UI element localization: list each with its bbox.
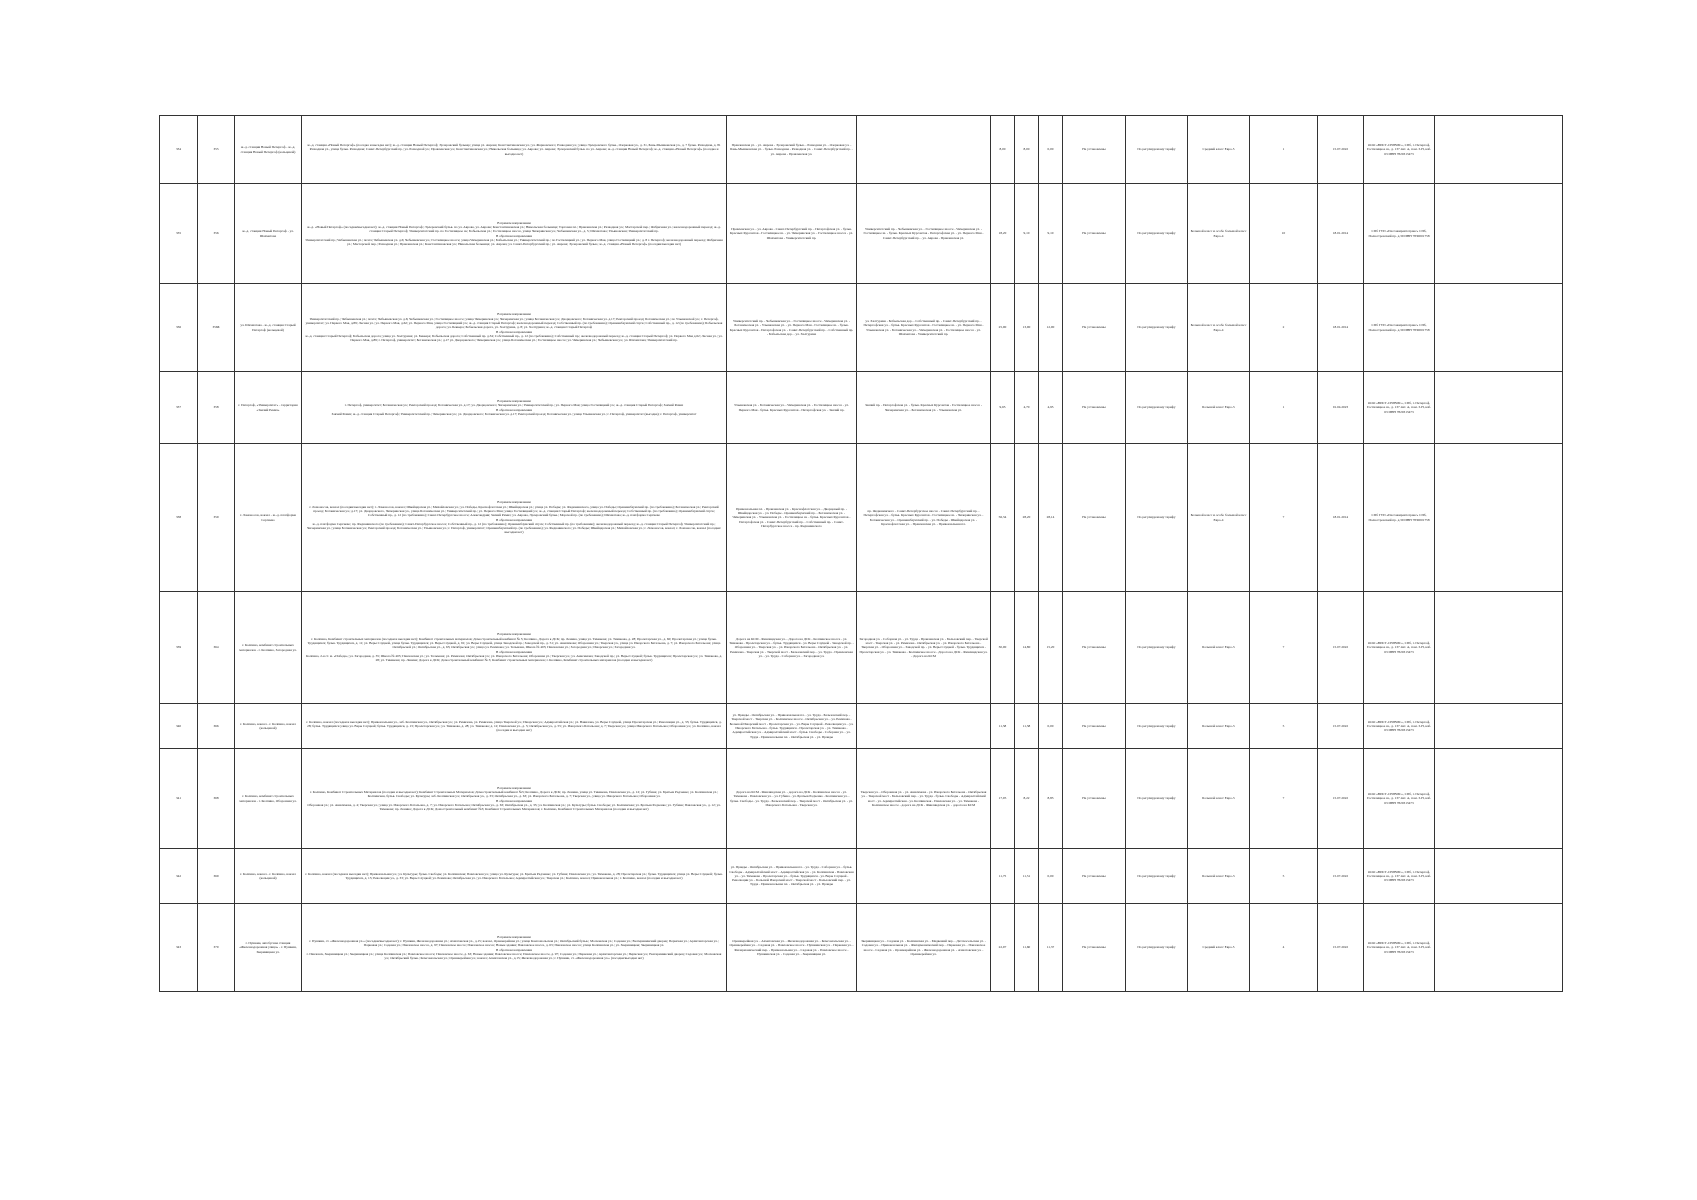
path-line: ж.-д. станция «Новый Петергоф» (посадка и высадка нет); ж.-д. станция Новый Петергоф; Эрлеровский бульвар; улица ул. Аврова; Константиновская ул.; ул. Жарновского; Разводная ул.; улица Эрлеровского бульв., Озерковая ул., д. 31, Бань-Мышковская ул., д. 7 бульв. Разводная, д. 81 Разводная ул., улица бульв. Разводная; Санкт-Петербургский пр.; ул. Разводной ул.; Правленская ул.; Константиновская ул.; Никольская больница; ул. Аврова; ул. Аврова; Эрлеровский бульв. по ул. Аврова; ж.-д. станция Новый Петергоф; ж.-д. станция «Новый Петергоф» (посадка и высадка нет) <box>307 143 721 156</box>
stop-procedure: Не установлены <box>1063 704 1126 749</box>
route-name: г. Ломоносов, вокзал - ж.-д. платформа Сергиево <box>235 444 302 592</box>
vehicle-class: Большой класс Евро-5 <box>1188 372 1250 444</box>
route-name: ж.-д. станция Новый Петергоф - ул. Шахматова <box>235 184 302 284</box>
start-date: 18.01.2014 <box>1318 444 1364 592</box>
streets-forward: ул. Правды - Октябрьская ул. - Привокзальная пл. - ул. Труда - Соборная ул. - бульв. Свободы - Адмиралтейский мост - Адмиралтейская ул. - ул. Колпинская - Павловская ул. - ул. Тимакова - Пролетарская ул. - бульв. Трудящихся - ул. Веры Слуцкой - Революции ул. - Большой Ижорский мост - Тверской мост - Бальзовский пер. - ул. Труда - Привокзальная пл. - Октябрьская ул. - ул. Правды <box>727 849 857 904</box>
length-total: 30,00 <box>991 592 1015 704</box>
empty-cell <box>1435 444 1563 592</box>
empty-cell <box>1435 284 1563 372</box>
carrier-info: ООО «ВИСТ-СЕРВИС», СПб, г. Петергоф, Гостилицкое ш., д. 137 лит. А, пом. 3-Н, каб. 63 ИНН 7820313473 <box>1364 116 1435 184</box>
length-forward: 28,20 <box>1015 444 1039 592</box>
path-line: Университетский пр.; Чебышевская ул.; почта; Чебышевская ул. д.6; Чебышевская ул.; Гостилицкое шоссе; улица Чичеринская ул.; Бобыльская ул.; Университетский пр.; по Гостилицкий ул.; ул. Первого Мая, улица Гостилицкий ул.; д. 8 г. Петергоф; железнодорожный переезд; Фабричная ул.; Мастерской пер.; Разводная ул.; Правленская ул.; Константиновская ул.; Никольская больница; ул. Аврова; ул. Санкт-Петербургский пр.; ул. Аврова; Эрлеровский бульв.; ж.-д. станция «Новый Петергоф» (посадки/высадки нет) <box>305 237 723 247</box>
path-line: г. Колпино, Комбинат Строительных Материалов (посадки и высадки нет); Комбинат Строительных Материалов; Домостроительный комбинат №3; Колпино, Дорога к ДСК; пр. Ленина, улица ул. Тимакова, Павловская ул., д. 12; ул. Губина; ул. Братьев Радченко; ул. Колпинская ул.; Колпинская, бульв. Свободы; ул. Культуры; заб. Колпинская ул.; Октябрьская ул., д. 33; Октябрьская ул., д. 63; ул. Ижорского Батальона, д. 7; Тверская ул., улица ул. Ижорского Батальона; Оборонная ул. <box>310 789 718 799</box>
streets-forward: Дорога на КСМ - Финляндская ул. - Дорога на ДСК - Колпинское шоссе - ул. Тимакова - Пролетарская ул. - бульв. Трудящихся - ул. Веры Слуцкой - Заводской пр. - Оборонная ул. - Тверская ул. - ул. Ижорского Батальона - Октябрьская ул. - ул. Ремизова - Тверская ул. - Тверской мост - Бальзовский пер. - ул. Труда - Правленская ул. - ул. Труда - Соборная ул. - Загородная ул. <box>727 592 857 704</box>
length-backward: 15,20 <box>1039 592 1063 704</box>
carrier-info: ООО «ВИСТ-СЕРВИС», СПб, г. Петергоф, Гостилицкое ш., д. 137 лит. А, пом. 3-Н, каб. 63 ИНН 7820313473 <box>1364 749 1435 849</box>
route-path-description <box>302 849 727 904</box>
empty-cell <box>1435 592 1563 704</box>
streets-backward: Университетский пр. - Чебышевская ул. - Гостилицкое шоссе - Чичеринская ул. - Гостилицкое ш. - бульв. Красных Курсантов - Петергофская ул. - ул. Первого Мая - Санкт-Петербургский пр. - ул. Аврова - Правленская ул. <box>857 184 991 284</box>
table-row <box>160 849 1563 904</box>
route-path-description <box>302 116 727 184</box>
row-number: 339 <box>160 592 198 704</box>
start-date: 15.07.2022 <box>1318 704 1364 749</box>
path-line: ж.-д. «Новый Петергоф» (посадки/высадки нет); ж.-д. станция Новый Петергоф; Эрлеровский бульв. по ул. Аврова, ул. Аврова; Константиновская ул.; Никольская больница; Торговая пл.; Правленская ул.; Разводная ул.; Мастерской пер.; Фабричная ул.; железнодорожный переезд; ж.-д. станция Старый Петергоф; Университетский пр. по Гостилицкое ш.; Бобыльская ул.; Гостилицкое шоссе, улица Чичеринская ул.; Чебышевская ул., д. 5; Шахматова; Ульяновская; Университетский пр. <box>307 224 721 234</box>
path-line: В прямом направлении <box>497 500 531 505</box>
carrier-info: ООО «ВИСТ-СЕРВИС», СПб, г. Петергоф, Гостилицкое ш., д. 137 лит. А, пом. 3-Н, каб. 63 ИНН 7820313473 <box>1364 904 1435 992</box>
empty-cell <box>1435 904 1563 992</box>
carrier-info: ООО «ВИСТ-СЕРВИС», СПб, г. Петергоф, Гостилицкое ш., д. 137 лит. А, пом. 3-Н, каб. 63 ИНН 7820313473 <box>1364 592 1435 704</box>
path-line: В прямом направлении <box>497 632 531 637</box>
streets-forward: Правленская ул. - ул. Аврова - Эрлеровский бульв. - Разводная ул. - Озерковая ул. - Бань-Мышковская ул. - бульв. Разводная - Разводная ул. - Санкт-Петербургский пр. - ул. Аврова - Правленская ул. <box>727 116 857 184</box>
length-total: 11,58 <box>991 704 1015 749</box>
vehicle-count: 2 <box>1250 284 1318 372</box>
carrier-info: ООО «ВИСТ-СЕРВИС», СПб, г. Петергоф, Гостилицкое ш., д. 137 лит. А, пом. 3-Н, каб. 63 ИНН 7820313473 <box>1364 372 1435 444</box>
row-number: 334 <box>160 116 198 184</box>
route-path-description <box>302 184 727 284</box>
length-total: 8,00 <box>991 116 1015 184</box>
table-row <box>160 284 1563 372</box>
vehicle-class: Средний класс Евро-5 <box>1188 116 1250 184</box>
vehicle-class: Большой класс и особо большой класс Евро-4 <box>1188 284 1250 372</box>
tariff-type: По регулируемому тарифу <box>1126 372 1188 444</box>
empty-cell <box>1435 184 1563 284</box>
row-number: 343 <box>160 904 198 992</box>
route-registry-table <box>159 115 1563 992</box>
row-number: 337 <box>160 372 198 444</box>
table-row <box>160 704 1563 749</box>
start-date: 15.07.2022 <box>1318 592 1364 704</box>
length-total: 56,34 <box>991 444 1015 592</box>
length-forward: 8,00 <box>1015 116 1039 184</box>
route-name: г. Колпино, комбинат строительных материалов - г. Колпино, Оборонная ул. <box>235 749 302 849</box>
path-line: ж.-д. станция Старый Петергоф; Бобыльская дорога; улица ул. Халтурина; ул. Беккера; Бобыльская дорога; Собственный пр. д.34; Собственный пр., д. 12 (по требованию); Собственный пр.; железнодорожный переезд; ж.-д. станция Старый Петергоф; ул. Первого Мая д.62; Лесная ул.; ул. Первого Мая, д.89; г. Петергоф, университет; Ботаническая ул.; д.17 ул. Дворцовского; Чичеринская ул.; улица Ботаническая ул.; Гостилицкое шоссе; ул. Чичеринская ул.; Чебышевская ул.; ул. Шахматова; Университетский пр. <box>305 333 723 343</box>
start-date: 15.07.2022 <box>1318 904 1364 992</box>
start-date: 15.07.2022 <box>1318 749 1364 849</box>
row-number: 336 <box>160 284 198 372</box>
streets-forward: ул. Правды - Октябрьская ул. - Привокзальная пл. - ул. Труда - Бальзовский пер. - Тверской мост - Тверская ул. - Колпинское шоссе - Октябрьская ул. - ул. Ремизова - Большой Ижорский мост - Пролетарская ул. - ул. Веры Слуцкой - Революции ул. - ул. Ижорского Батальона - бульв. Трудящихся - Пролетарская ул. - ул. Тимакова - Адмиралтейская ул. - Адмиралтейский мост - бульв. Свободы - Соборная ул. - ул. Труда - Привокзальная пл. - Октябрьская ул. - ул. Правды <box>727 704 857 749</box>
route-number: 370 <box>198 904 235 992</box>
vehicle-class: Большой класс Евро-5 <box>1188 704 1250 749</box>
vehicle-count: 7 <box>1250 592 1318 704</box>
route-number: 355 <box>198 116 235 184</box>
route-name: г. Пушкин, автобусная станция «Железнодорожная улица» - г. Пушкин, Звериницкая ул. <box>235 904 302 992</box>
tariff-type: По регулируемому тарифу <box>1126 444 1188 592</box>
vehicle-count: 5 <box>1250 704 1318 749</box>
route-path-description <box>302 372 727 444</box>
tariff-type: По регулируемому тарифу <box>1126 116 1188 184</box>
length-backward: 9,10 <box>1039 184 1063 284</box>
route-path-description <box>302 592 727 704</box>
empty-cell <box>1435 116 1563 184</box>
streets-backward <box>857 116 991 184</box>
tariff-type: По регулируемому тарифу <box>1126 849 1188 904</box>
table-row <box>160 116 1563 184</box>
route-path-description <box>302 284 727 372</box>
length-total: 9,65 <box>991 372 1015 444</box>
carrier-info: СПб ГУП «Пассажиравтотранс» СПб, Полюстровский пр. д.39 ИНН 7830001758 <box>1364 444 1435 592</box>
path-line: г. Колпино, вокзал (посадки и высадки нет); Привокзальная ул.; ул. Культуры; бульв. Свободы; ул. Колпинская; Павловская ул.; улица ул. Культуры; ул. Братьев Радченко; ул. Губина; Павловская ул.; ул. Тимакова, д. 28; Пролетарская ул.; бульв. Трудящихся; улица ул. Веры Слуцкой; бульв. Трудящихся, д. 13; Революции ул., д. 33; ул. Веры Слуцкой; ул. Ремизова; Октябрьская ул.; ул. Ижорского Батальона; Адмиралтейская ул.; Тверская ул.; Колпино, вокзал; Привокзальная ул.; г. Колпино, вокзал (посадки и высадки нет) <box>305 871 723 880</box>
carrier-info: СПб ГУП «Пассажиравтотранс» СПб, Полюстровский пр. д.39 ИНН 7830001758 <box>1364 284 1435 372</box>
vehicle-count: 10 <box>1250 184 1318 284</box>
path-line: В прямом направлении <box>497 934 531 939</box>
length-total: 11,75 <box>991 849 1015 904</box>
length-backward: 0,00 <box>1039 116 1063 184</box>
streets-backward: Тверская ул. - Оборонная ул. - ул. Анисимова - ул. Ижорского Батальона - Октябрьская ул. - Тверской мост - Бальзовский пер. - ул. Труда - бульв. Свободы - Адмиралтейский мост - ул. Адмиралтейская - ул. Колпинская - Павловская ул. - ул. Тимакова - Колпинское шоссе - дорога на ДСК - Финляндская ул. - дорога на КСМ <box>857 749 991 849</box>
length-forward: 11,58 <box>1015 704 1039 749</box>
table-row <box>160 184 1563 284</box>
streets-backward <box>857 704 991 749</box>
route-path-description <box>302 904 727 992</box>
path-line: В прямом направлении <box>497 312 531 317</box>
path-line: В обратном направлении <box>495 517 533 522</box>
route-number: 368 <box>198 749 235 849</box>
registry-sheet <box>159 115 1563 992</box>
vehicle-count: 1 <box>1250 372 1318 444</box>
streets-forward: Дорога на КСМ - Финляндская ул. - дорога на ДСК - Колпинское шоссе - ул. Тимакова - Павловская ул. - ул. Губина - ул. Братьев Радченко - Колпинская ул. - бульв. Свободы - ул. Труда - Бальзовский пер. - Тверской мост - Октябрьская ул. - ул. Ижорского Батальона - Тверская ул. <box>727 749 857 849</box>
path-line: Оборонная ул.; ул. Анисимова, д. 4; Тверская ул.; улица ул. Ижорского Батальона, д. 7; ул. Ижорского Батальона; Октябрьская ул., д. 63; Октябрьская ул., д. 33; ул. Колпинская ул.; ул. Культуры; бульв. Свободы; ул. Колпинская; ул. Братьев Радченко; ул. Губина; Павловская ул., д. 12; ул. Тимакова; пр. Ленина; Дорога к ДСК; Домостроительный комбинат №3; Комбинат Строительных Материалов; г. Колпино, Комбинат Строительных Материалов (посадки и высадки нет) <box>307 802 721 812</box>
route-number: 356Б <box>198 284 235 372</box>
stop-procedure: Не установлены <box>1063 444 1126 592</box>
path-line: г. Пушкин, ст. «Железнодорожная ул.» (посадки/высадки нет); г. Пушкин, Железнодорожная ул.; Ахматовская ул., д.15; вокзал, Оранжерейная ул.; улица Комсомольская ул.; Октябрьский бульв.; Московская ул.; Садовая ул.; Екатерининский дворец; Пермская ул.; Архитекторская ул.; Парковая ул.; Садовая ул.; Павловское шоссе, д. 97; Павловское шоссе; Павловское шоссе; Новые здания; Павловское шоссе, д. 63; Павловское шоссе; улица Колпинская ул.; ул. Звериницкая; Звериницкая ул. <box>309 938 719 948</box>
route-name: г. Колпино, вокзал - г. Колпино, вокзал (кольцевой) <box>235 849 302 904</box>
route-number: 358 <box>198 372 235 444</box>
route-path-description <box>302 704 727 749</box>
streets-backward <box>857 849 991 904</box>
row-number: 341 <box>160 749 198 849</box>
length-backward: 12,00 <box>1039 284 1063 372</box>
vehicle-count: 4 <box>1250 904 1318 992</box>
row-number: 342 <box>160 849 198 904</box>
start-date: 15.07.2022 <box>1318 849 1364 904</box>
vehicle-class: Средний класс Евро-5 <box>1188 904 1250 992</box>
streets-backward: ул. Халтурина - Бобыльская дор. - Собственный пр. - Санкт-Петербургский пр. - Петергофская ул. - бульв. Красных Курсантов - Гостилицкое ш. - ул. Первого Мая - Ульяновская ул. - Ботаническая ул. - Чичеринская ул. - Гостилицкое шоссе - ул. Шахматова - Университетский пр. <box>857 284 991 372</box>
length-total: 25,90 <box>991 284 1015 372</box>
stop-procedure: Не установлены <box>1063 284 1126 372</box>
vehicle-class: Большой класс и особо большой класс Евро-4 <box>1188 184 1250 284</box>
empty-cell <box>1435 372 1563 444</box>
length-backward: 28,14 <box>1039 444 1063 592</box>
path-line: г. Павловск, Звериницкая ул.; Звериницкая ул.; улица Колпинская ул.; Павловское шоссе; Павловское шоссе, д. 63; Новые здания; Павловское шоссе; Павловское шоссе, д. 97; Садовая ул.; Парковая ул.; Архитекторская ул.; Пермская ул.; Екатерининский дворец; Садовая ул.; Московская ул.; Октябрьский бульв.; Комсомольская ул.; Оранжерейная ул.; вокзал; Ахматовская ул., д.15; Железнодорожная ул.; г. Пушкин, ст. «Железнодорожная ул.» (посадки/высадки нет) <box>306 951 722 961</box>
tariff-type: По регулируемому тарифу <box>1126 749 1188 849</box>
stop-procedure: Не установлены <box>1063 592 1126 704</box>
vehicle-count: 5 <box>1250 849 1318 904</box>
route-number: 366 <box>198 704 235 749</box>
vehicle-class: Большой класс Евро-5 <box>1188 592 1250 704</box>
stop-procedure: Не установлены <box>1063 184 1126 284</box>
path-line: В обратном направлении <box>495 329 533 334</box>
length-backward: 4,95 <box>1039 372 1063 444</box>
vehicle-count: 7 <box>1250 749 1318 849</box>
table-row <box>160 904 1563 992</box>
length-forward: 8,22 <box>1015 749 1039 849</box>
start-date: 15.07.2022 <box>1318 116 1364 184</box>
start-date: 01.04.2023 <box>1318 372 1364 444</box>
carrier-info: ООО «ВИСТ-СЕРВИС», СПб, г. Петергоф, Гостилицкое ш., д. 137 лит. А, пом. 3-Н, каб. 63 ИНН 7820313473 <box>1364 704 1435 749</box>
streets-forward: Университетский пр. - Чебышевская ул. - Гостилицкое шоссе - Чичеринская ул. - Ботаническая ул. - Ульяновская ул. - ул. Первого Мая - Гостилицкое ш. - бульв. Красных Курсантов - Петергофская ул. - Санкт-Петербургский пр. - Собственный пр. - Бобыльская дор. - ул. Халтурина <box>727 284 857 372</box>
stop-procedure: Не установлены <box>1063 749 1126 849</box>
length-backward: 11,37 <box>1039 904 1063 992</box>
stop-procedure: Не установлены <box>1063 849 1126 904</box>
path-line: г. Ломоносов, вокзал (посадки/высадки нет); г. Ломоносов, вокзал; Швейцарская ул.; Михайловская ул.; ул. Победы, Краснофлотская ул.; Швейцарская ул.; улица ул. Победы; ул. Федюнинского, улица ул. Победы; Ораниенбаумский пр. (по требованию); Ботаническая ул.; Ректорский проезд; Ботаническая ул.; д.17; ул. Дворцовского, Чичеринская ул., улица Ботаническая ул.; Университетский пр.; ул. Первого Мая; улица Гостилицкий ул.; ж.-д. станция Старый Петергоф; железнодорожный переезд; Собственный пр. (по требованию); Ораниенбаумский спуск; Собственный пр., д. 12 (по требованию); Санкт-Петербургское шоссе; Александрия; Заячий Ремиз; ул. Аврова, Эрлеровский бульв.; Морской пр. (по требованию); Шахматова; ж.-д. платформа Сергиево <box>309 504 719 518</box>
streets-forward: Правленская ул. - ул. Аврова - Санкт-Петербургский пр. - Петергофская ул. - бульв. Красных Курсантов - Гостилицкое ш. - ул. Чичеринская ул. - Гостилицкое шоссе - ул. Шахматова - Университетский пр. <box>727 184 857 284</box>
route-number: 356 <box>198 184 235 284</box>
path-line: В прямом направлении <box>497 398 531 403</box>
tariff-type: По регулируемому тарифу <box>1126 904 1188 992</box>
streets-backward: Звериницкая ул. - Садовая ул. - Колпинская ул. - Медвежий пер. - Детскосельская ул. - Садовая ул. - Привокзальная ул. - Филармонический пер. - Парковая ул. - Павловское шоссе - Садовая ул. - Оранжерейная ул. - Железнодорожная ул. - Ахматовская ул. - Оранжерейная ул. <box>857 904 991 992</box>
start-date: 18.01.2014 <box>1318 284 1364 372</box>
streets-backward: Заячий пр. - Петергофская ул. - бульв. Красных Курсантов - Гостилицкое шоссе - Чичеринская ул. - Ботаническая ул. - Ульяновская ул. <box>857 372 991 444</box>
stop-procedure: Не установлены <box>1063 372 1126 444</box>
length-forward: 9,10 <box>1015 184 1039 284</box>
tariff-type: По регулируемому тарифу <box>1126 592 1188 704</box>
route-number: 359 <box>198 444 235 592</box>
tariff-type: По регулируемому тарифу <box>1126 704 1188 749</box>
streets-forward: Привокзальная пл. - Правленская ул. - Краснофлотская ул. - Дворцовый пр. - Швейцарская ул. - ул. Победы - Ораниенбаумский пр. - Ботаническая ул. - Чичеринская ул. - Ульяновская ул. - Гостилицкое ш. - бульв. Красных Курсантов - Петергофская ул. - Санкт-Петербургский пр. - Собственный пр. - Санкт-Петербургское шоссе - пр. Федюнинского <box>727 444 857 592</box>
vehicle-class: Большой класс и особо большой класс Евро-4 <box>1188 444 1250 592</box>
tariff-type: По регулируемому тарифу <box>1126 184 1188 284</box>
path-line: В обратном направлении <box>495 233 533 238</box>
table-row <box>160 444 1563 592</box>
route-path-description <box>302 749 727 849</box>
length-forward: 13,90 <box>1015 284 1039 372</box>
path-line: г. Колпино, Комбинат строительных материалов (посадки и высадки нет); Комбинат строительных материалов; Домостроительный комбинат № 3; Колпино, Дорога к ДСК; пр. Ленина, улица ул. Тимакова; ул. Тимакова, д. 28; Пролетарская ул., д. 60; Пролетарская ул.; улица бульв. Трудящихся; бульв. Трудящихся, д. 11; ул. Веры Слуцкой, улица бульв. Трудящихся; ул. Веры Слуцкой, д. 91; ул. Веры Слуцкой, улица Заводской пр.; Заводской пр., д. 51; ул. Анисимова; Оборонная ул.; Тверская ул., улица ул. Ижорского Батальона, д. 7; ул. Ижорского Батальона; улица Октябрьской ул.; Октябрьская ул., д. 63; Октябрьская ул.; улица ул. Ремизова; ул. Тельмана, Школа № 403; Павловская ул.; Загородная ул.; Ижорская ул.; Загородная ул. <box>307 636 721 650</box>
length-total: 18,20 <box>991 184 1015 284</box>
length-backward: 0,00 <box>1039 849 1063 904</box>
table-row <box>160 372 1563 444</box>
tariff-type: По регулируемому тарифу <box>1126 284 1188 372</box>
path-line: В обратном направлении <box>495 947 533 952</box>
length-total: 17,05 <box>991 749 1015 849</box>
path-line: г. Колпино, вокзал (посадки и высадки нет); Привокзальная ул., заб. Колпинская ул., Октябрьская ул.; ул. Ремизова, ул. Ремизова, улица Тверской ул.; Ижорская ул.; Адмиралтейская ул.; ул. Вавилова, ул. Веры Слуцкой, улица Пролетарская ул.; Революции ул., д. 33; бульв. Трудящихся, д. 28; бульв. Трудящихся улица ул. Веры Слуцкой; бульв. Трудящихся, д. 13; Пролетарская ул.; ул. Тимакова, д. 28; ул. Тимакова; д. 12; Павловская ул., д. 5; Октябрьская ул., д. 55; ул. Ижорского Батальона; д. 7; Тверская ул.; улица Ижорского Батальона; Оборонная ул.; ул. Колпино, вокзал (посадки и высадки нет) <box>306 719 722 733</box>
route-path-description <box>302 444 727 592</box>
route-name: г. Петергоф, «Университет» - территория «Заячий Ремиз» <box>235 372 302 444</box>
route-name: г. Колпино, вокзал - г. Колпино, вокзал (кольцевой) <box>235 704 302 749</box>
route-number: 369 <box>198 849 235 904</box>
stop-procedure: Не установлены <box>1063 904 1126 992</box>
empty-cell <box>1435 704 1563 749</box>
vehicle-count: 7 <box>1250 444 1318 592</box>
path-line: В прямом направлении <box>497 785 531 790</box>
length-forward: 11,60 <box>1015 904 1039 992</box>
vehicle-class: Большой класс Евро-5 <box>1188 749 1250 849</box>
length-backward: 8,83 <box>1039 749 1063 849</box>
path-line: В прямом направлении <box>497 220 531 225</box>
streets-forward: Ульяновская ул. - Ботаническая ул. - Чичеринская ул. - Гостилицкое шоссе - ул. Первого Мая - бульв. Красных Курсантов - Петергофская ул. - Заячий пр. <box>727 372 857 444</box>
length-backward: 0,00 <box>1039 704 1063 749</box>
path-line: В обратном направлении <box>495 407 533 412</box>
streets-backward: Загородная ул. - Соборная ул. - ул. Труда - Правленская ул. - Бальзовский пер. - Тверской мост - Тверская ул. - ул. Ремизова - Октябрьская ул. - ул. Ижорского Батальона - Тверская ул. - Оборонная ул. - Заводской пр. - ул. Веры Слуцкой - бульв. Трудящихся - Пролетарская ул. - ул. Тимакова - Колпинское шоссе - Дорога на ДСК - Финляндская ул. - Дорога на КСМ <box>857 592 991 704</box>
path-line: Колпино, 2-я ст. м. «Победа»; ул. Загородная, д. 35; Школа № 403; Павловская ул.; ул. Тельмана; ул. Ремизова; Октябрьская ул.; ул. Ижорского Батальона; Оборонная ул.; Тверская ул.; ул. Анисимова; Заводской пр.; ул. Веры Слуцкой; бульв. Трудящихся; Пролетарская ул.; ул. Тимакова, д. 28; ул. Тимакова; пр. Ленина; Дорога к ДСК; Домостроительный комбинат № 3; Комбинат строительных материалов; г. Колпино, Комбинат строительных материалов (посадки и высадки нет) <box>305 653 723 663</box>
length-forward: 11,51 <box>1015 849 1039 904</box>
table-row <box>160 592 1563 704</box>
empty-cell <box>1435 849 1563 904</box>
path-line: г. Петергоф, университет; Ботаническая ул.; Ректорский проезд; Ботаническая ул. д.17; ул. Дворцовского; Чичеринская ул.; Университетский пр.; ул. Первого Мая; улица Гостилицкий ул.; ж.-д. станция Старый Петергоф; Заячий Ремиз <box>344 403 684 408</box>
route-name: г. Колпино, комбинат строительных материалов - г. Колпино, Загородная ул. <box>235 592 302 704</box>
path-line: В обратном направлении <box>495 798 533 803</box>
row-number: 340 <box>160 704 198 749</box>
carrier-info: СПб ГУП «Пассажиравтотранс» СПб, Полюстровский пр. д.39 ИНН 7830001758 <box>1364 184 1435 284</box>
start-date: 18.01.2014 <box>1318 184 1364 284</box>
route-number: 364 <box>198 592 235 704</box>
route-name: ул. Шахматова - ж.-д. станция Старый Петергоф (кольцевой) <box>235 284 302 372</box>
empty-cell <box>1435 749 1563 849</box>
streets-forward: Оранжерейная ул. - Ахматовская ул. - Железнодорожная ул. - Комсомольская ул. - Оранжерейная ул. - Садовая ул. - Павловское шоссе - Пушкинская ул. - Парковая ул. - Филармонический пер. - Привокзальная ул. - Садовая ул. - Павловское шоссе - Пушкинская ул. - Садовая ул. - Звериницкая ул. <box>727 904 857 992</box>
length-total: 22,97 <box>991 904 1015 992</box>
streets-backward: пр. Федюнинского - Санкт-Петербургское шоссе - Санкт-Петербургский пр. - Петергофская ул. - бульв. Красных Курсантов - Гостилицкое ш. - Чичеринская ул. - Ботаническая ул. - Ораниенбаумский пр. - ул. Победы - Швейцарская ул. - Краснофлотская ул. - Правленская ул. - Привокзальная пл. <box>857 444 991 592</box>
route-name: ж.-д. станция Новый Петергоф - ж.-д. станция Новый Петергоф (кольцевой) <box>235 116 302 184</box>
path-line: В обратном направлении <box>495 649 533 654</box>
path-line: ж.-д. платформа Сергиево; пр. Федюнинского (по требованию); Санкт-Петербургское шоссе; Собственный пр., д. 12 (по требованию); Ораниенбаумский спуск; Собственный пр. (по требованию); железнодорожный переезд; ж.-д. станция Старый Петергоф; Университетский пр.; Чичеринская ул.; улица Ботаническая ул.; Ректорский проезд; Ботаническая ул.; Ульяновская ул.; г. Петергоф, университет; Ораниенбаумский пр. (по требованию); ул. Федюнинского; ул. Победы; Швейцарская ул.; Михайловская ул.; г. Ломоносов, вокзал; г. Ломоносов, вокзал (посадки/высадки нет) <box>307 521 721 535</box>
vehicle-class: Большой класс Евро-5 <box>1188 849 1250 904</box>
length-forward: 4,70 <box>1015 372 1039 444</box>
stop-procedure: Не установлены <box>1063 116 1126 184</box>
path-line: Университетский пр.; Чебышевская ул.; почта; Чебышевская ул. д.6; Чебышевская ул.; Гостилицкое шоссе; улица Чичеринская ул.; Чичеринская ул.; улица Ботаническая ул.; Дворцовского; Ботаническая ул. д.17; Ректорский проезд; Ботаническая ул.; по Ульяновской ул.; г. Петергоф, университет; ул. Первого Мая, д.89; Лесная ул.; ул. Первого Мая, д.62; ул. Первого Мая, улица Гостилицкий ул.; ж.-д. станция Старый Петергоф; железнодорожный переезд; Собственный пр. (по требованию); Ораниенбаумский спуск; Собственный пр., д. 12 (по требованию); Бобыльская дорога; ул. Беккера; Бобыльская дорога, ул. Халтурина, д. 8; ул. Халтурина; ж.-д. станция Старый Петергоф <box>305 316 723 330</box>
path-line: Заячий Ремиз; ж.-д. станция Старый Петергоф; Университетский пр.; Чичеринская ул.; ул. Дворцовского; Ботаническая ул. д.17; Ректорский проезд; Ботаническая ул.; улица Ульяновская ул.; г. Петергоф, университет (высадка); г. Петергоф, университет <box>331 411 697 416</box>
row-number: 338 <box>160 444 198 592</box>
registry-body <box>160 116 1563 992</box>
length-forward: 14,80 <box>1015 592 1039 704</box>
vehicle-count: 1 <box>1250 116 1318 184</box>
table-row <box>160 749 1563 849</box>
carrier-info: ООО «ВИСТ-СЕРВИС», СПб, г. Петергоф, Гостилицкое ш., д. 137 лит. А, пом. 3-Н, каб. 63 ИНН 7820313473 <box>1364 849 1435 904</box>
row-number: 335 <box>160 184 198 284</box>
